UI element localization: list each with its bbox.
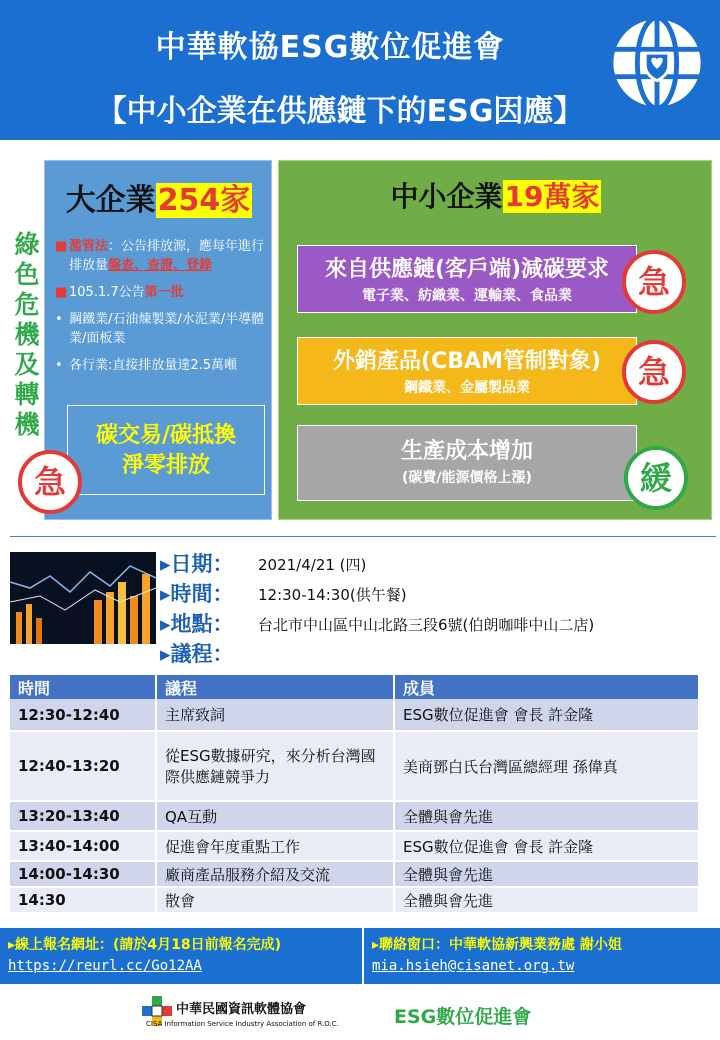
chart-photo: [10, 552, 156, 644]
contact-email-link[interactable]: mia.hsieh@cisanet.org.tw: [372, 958, 575, 974]
row-topic: 散會: [156, 887, 394, 913]
urgent-stamp-icon: 急: [622, 340, 686, 404]
row-member: 美商鄧白氏台灣區總經理 孫偉真: [394, 731, 699, 801]
page-subtitle: 【中小企業在供應鏈下的ESG因應】: [96, 94, 584, 129]
slow-stamp-icon: 緩: [624, 446, 688, 510]
table-row: [10, 699, 699, 731]
registration-label: ▸線上報名網址：(請於4月18日前報名完成): [8, 937, 282, 953]
table-header-row: [10, 675, 699, 699]
place-value: 台北市中山區中山北路三段6號(伯朗咖啡中山二店): [258, 616, 595, 634]
row-time: 13:40-14:00: [10, 831, 156, 861]
table-row: [10, 801, 699, 831]
export-cbam-title: 外銷產品(CBAM管制對象): [333, 349, 601, 374]
sme-title: [279, 175, 713, 215]
info-date-row: [160, 548, 715, 578]
info-time-row: [160, 578, 715, 608]
column-header-member: 成員: [394, 675, 699, 699]
contact-label: ▸聯絡窗口：中華軟協新興業務處 謝小姐: [372, 937, 622, 953]
list-item-text: 鋼鐵業/石油煉製業/水泥業/半導體業/面板業: [69, 312, 265, 346]
list-item: [53, 283, 267, 302]
row-topic: 從ESG數據研究，來分析台灣國際供應鏈競爭力: [156, 731, 394, 801]
page-title: 中華軟協ESG數位促進會: [155, 30, 505, 65]
list-item-text: 各行業:直接排放量達2.5萬噸: [69, 358, 238, 373]
row-time: 12:40-13:20: [10, 731, 156, 801]
square-bullet-icon: ■: [55, 285, 68, 300]
list-item-emphasis: 盤查、查證、登錄: [108, 258, 213, 273]
date-label: ▸日期：: [160, 552, 234, 576]
supply-chain-box: [297, 245, 637, 313]
list-item-text: ：公告排放源，應每年進行排放量: [69, 239, 265, 273]
section-divider: [10, 536, 716, 537]
registration-note: (請於4月18日前報名完成): [113, 937, 282, 953]
dot-bullet-icon: •: [55, 358, 63, 373]
info-place-row: [160, 608, 715, 638]
contact-box: [364, 928, 720, 984]
list-item-text: 105.1.7公告: [69, 285, 145, 300]
row-topic: QA互動: [156, 801, 394, 831]
large-enterprise-title: [45, 175, 273, 219]
date-value: 2021/4/21 (四): [258, 556, 367, 574]
row-topic: 促進會年度重點工作: [156, 831, 394, 861]
row-member: ESG數位促進會 會長 許金隆: [394, 831, 699, 861]
table-row: [10, 831, 699, 861]
large-enterprise-title-prefix: 大企業: [65, 183, 156, 218]
export-cbam-sub: 鋼鐵業、金屬製品業: [404, 380, 530, 396]
row-topic: 主席致詞: [156, 699, 394, 731]
carbon-trading-line2: 淨零排放: [121, 453, 210, 478]
column-header-time: 時間: [10, 675, 156, 699]
dot-bullet-icon: •: [55, 312, 63, 327]
place-label: ▸地點：: [160, 612, 234, 636]
urgent-stamp-icon: 急: [18, 450, 82, 514]
header-banner: [0, 0, 720, 140]
info-agenda-row: [160, 638, 715, 668]
agenda-label: ▸議程：: [160, 642, 234, 666]
cost-increase-sub: (碳費/能源價格上漲): [402, 470, 532, 486]
cisa-name: 中華民國資訊軟體協會: [176, 1002, 307, 1017]
supply-chain-title: 來自供應鏈(客戶端)減碳要求: [324, 257, 610, 282]
contact-org: 中華軟協新興業務處 謝小姐: [449, 937, 622, 953]
agenda-table: [10, 675, 700, 914]
row-time: 14:00-14:30: [10, 861, 156, 887]
row-time: 12:30-12:40: [10, 699, 156, 731]
cost-increase-title: 生產成本增加: [400, 439, 533, 464]
table-row: [10, 731, 699, 801]
carbon-trading-line1: 碳交易/碳抵換: [95, 423, 237, 448]
globe-shield-icon: [608, 14, 706, 112]
column-header-topic: 議程: [156, 675, 394, 699]
export-cbam-box: [297, 337, 637, 405]
cost-increase-box: [297, 425, 637, 501]
table-row: [10, 861, 699, 887]
square-bullet-icon: ■: [55, 239, 68, 254]
event-info: [160, 548, 715, 668]
registration-box: [0, 928, 362, 984]
law-label: 濫管法: [69, 239, 109, 254]
side-vertical-text: 綠色危機及轉機: [14, 230, 40, 439]
list-item: [53, 237, 267, 275]
row-member: 全體與會先進: [394, 887, 699, 913]
registration-link[interactable]: https://reurl.cc/Go12AA: [8, 958, 202, 974]
row-time: 13:20-13:40: [10, 801, 156, 831]
time-value: 12:30-14:30(供午餐): [258, 586, 407, 604]
list-item: [53, 356, 267, 375]
row-member: 全體與會先進: [394, 861, 699, 887]
list-item-emphasis: 第一批: [144, 285, 184, 300]
large-enterprise-list: [53, 237, 267, 383]
cisa-english-name: CISA Information Service Industry Association of R.O.C.: [146, 1020, 339, 1028]
row-member: ESG數位促進會 會長 許金隆: [394, 699, 699, 731]
carbon-trading-box: [67, 405, 265, 495]
large-enterprise-count: 254家: [157, 183, 251, 218]
row-member: 全體與會先進: [394, 801, 699, 831]
row-topic: 廠商產品服務介紹及交流: [156, 861, 394, 887]
urgent-stamp-icon: 急: [622, 250, 686, 314]
time-label: ▸時間：: [160, 582, 234, 606]
list-item: [53, 310, 267, 348]
sme-count: 19萬家: [504, 180, 600, 213]
supply-chain-sub: 電子業、紡織業、運輸業、食品業: [362, 288, 572, 304]
table-row: [10, 887, 699, 913]
row-time: 14:30: [10, 887, 156, 913]
sme-title-prefix: 中小企業: [390, 180, 503, 213]
esg-footer-name: ESG數位促進會: [394, 1006, 532, 1028]
